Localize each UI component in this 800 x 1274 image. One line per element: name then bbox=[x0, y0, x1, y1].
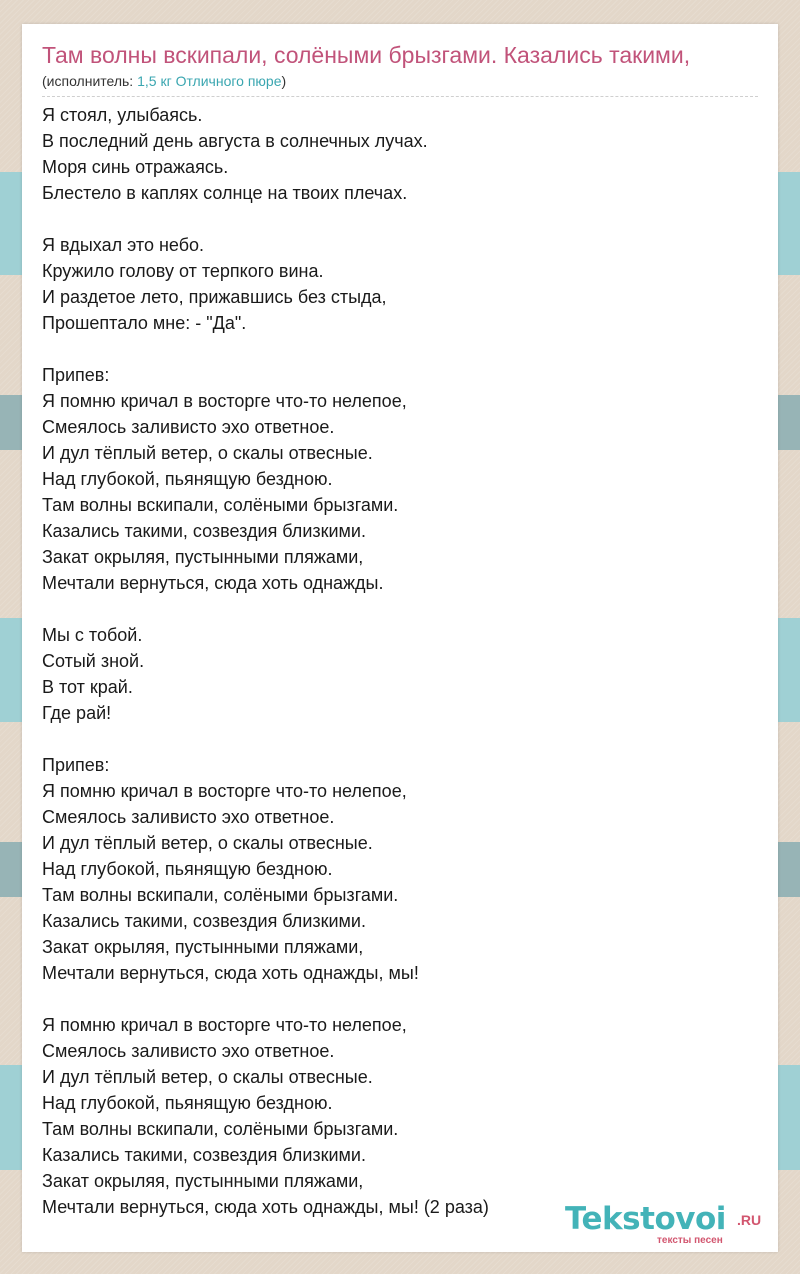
performer-suffix: ) bbox=[281, 73, 287, 89]
lyric-blank-line bbox=[42, 206, 742, 232]
logo-subtitle: тексты песен bbox=[657, 1235, 723, 1246]
lyric-line: Прошептало мне: - "Да". bbox=[42, 313, 247, 333]
lyric-line: Казались такими, созвездия близкими. bbox=[42, 1145, 366, 1165]
lyric-line: Смеялось заливисто эхо ответное. bbox=[42, 1041, 335, 1061]
site-logo[interactable] bbox=[565, 1202, 770, 1248]
lyric-blank-line bbox=[42, 596, 742, 622]
lyric-line: И дул тёплый ветер, о скалы отвесные. bbox=[42, 1067, 373, 1087]
lyrics-body bbox=[42, 102, 742, 1220]
lyric-line: Над глубокой, пьянящую бездною. bbox=[42, 1093, 333, 1113]
song-title: Там волны вскипали, солёными брызгами. Казались такими, bbox=[42, 42, 691, 68]
lyric-line: Смеялось заливисто эхо ответное. bbox=[42, 807, 335, 827]
lyric-line: Там волны вскипали, солёными брызгами. bbox=[42, 495, 399, 515]
lyrics-card bbox=[22, 24, 778, 1252]
lyric-line: Припев: bbox=[42, 755, 110, 775]
lyric-line: Над глубокой, пьянящую бездною. bbox=[42, 469, 333, 489]
lyric-line: Мечтали вернуться, сюда хоть однажды. bbox=[42, 573, 384, 593]
lyric-line: Я вдыхал это небо. bbox=[42, 235, 205, 255]
lyric-line: Где рай! bbox=[42, 703, 112, 723]
lyric-line: Блестело в каплях солнце на твоих плечах. bbox=[42, 183, 408, 203]
lyric-line: В последний день августа в солнечных лучах. bbox=[42, 131, 428, 151]
lyric-line: В тот край. bbox=[42, 677, 133, 697]
lyric-line: Там волны вскипали, солёными брызгами. bbox=[42, 885, 399, 905]
lyric-line: Моря синь отражаясь. bbox=[42, 157, 229, 177]
logo-domain: .RU bbox=[737, 1212, 762, 1228]
lyric-line: Припев: bbox=[42, 365, 110, 385]
lyric-line: Я стоял, улыбаясь. bbox=[42, 105, 203, 125]
lyric-line: Смеялось заливисто эхо ответное. bbox=[42, 417, 335, 437]
lyric-line: Я помню кричал в восторге что-то нелепое, bbox=[42, 1015, 407, 1035]
lyric-line: Казались такими, созвездия близкими. bbox=[42, 911, 366, 931]
lyric-blank-line bbox=[42, 726, 742, 752]
lyric-line: И дул тёплый ветер, о скалы отвесные. bbox=[42, 443, 373, 463]
lyric-line: Я помню кричал в восторге что-то нелепое, bbox=[42, 781, 407, 801]
lyric-line: Над глубокой, пьянящую бездною. bbox=[42, 859, 333, 879]
logo-wordmark: Tekstovoi bbox=[565, 1201, 726, 1237]
lyric-line: Сотый зной. bbox=[42, 651, 145, 671]
lyric-line: И дул тёплый ветер, о скалы отвесные. bbox=[42, 833, 373, 853]
lyric-line: Закат окрыляя, пустынными пляжами, bbox=[42, 937, 364, 957]
lyric-line: Там волны вскипали, солёными брызгами. bbox=[42, 1119, 399, 1139]
lyric-line: И раздетое лето, прижавшись без стыда, bbox=[42, 287, 387, 307]
lyric-line: Закат окрыляя, пустынными пляжами, bbox=[42, 547, 364, 567]
song-header bbox=[42, 40, 758, 97]
lyric-blank-line bbox=[42, 336, 742, 362]
lyric-line: Кружило голову от терпкого вина. bbox=[42, 261, 324, 281]
lyric-line: Мечтали вернуться, сюда хоть однажды, мы! bbox=[42, 963, 419, 983]
lyric-line: Мечтали вернуться, сюда хоть однажды, мы! (2 раза) bbox=[42, 1197, 489, 1217]
performer-line bbox=[42, 72, 758, 97]
performer-prefix: (исполнитель: bbox=[42, 73, 138, 89]
lyric-line: Мы с тобой. bbox=[42, 625, 143, 645]
lyric-blank-line bbox=[42, 986, 742, 1012]
lyric-line: Казались такими, созвездия близкими. bbox=[42, 521, 366, 541]
lyric-line: Я помню кричал в восторге что-то нелепое, bbox=[42, 391, 407, 411]
lyric-line: Закат окрыляя, пустынными пляжами, bbox=[42, 1171, 364, 1191]
performer-link[interactable]: 1,5 кг Отличного пюре bbox=[137, 73, 282, 89]
